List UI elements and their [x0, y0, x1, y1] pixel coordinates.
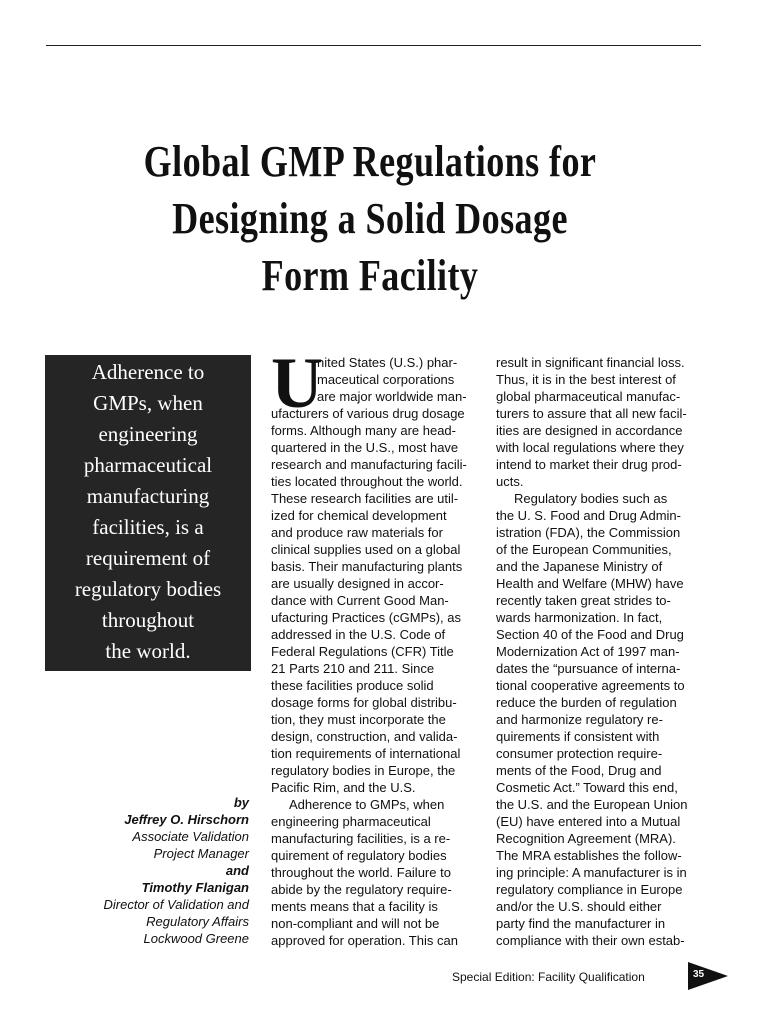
body-line: Health and Welfare (MHW) have: [496, 576, 684, 591]
top-rule: [46, 45, 701, 46]
drop-cap: U: [271, 343, 323, 423]
body-line: reduce the burden of regulation: [496, 695, 677, 710]
body-line: ufacturers of various drug dosage: [271, 406, 465, 421]
body-line: Thus, it is in the best interest of: [496, 372, 676, 387]
title-line: Global GMP Regulations for: [143, 137, 597, 186]
body-line: are usually designed in accor-: [271, 576, 444, 591]
body-line: dance with Current Good Man-: [271, 593, 449, 608]
body-column-2: [496, 354, 701, 949]
pull-quote-line: Adherence to: [91, 360, 205, 384]
pull-quote-line: throughout: [101, 608, 195, 632]
body-line: approved for operation. This can: [271, 933, 458, 948]
title-line: Designing a Solid Dosage: [172, 194, 568, 243]
body-line: clinical supplies used on a global: [271, 542, 461, 557]
body-line: intend to market their drug prod-: [496, 457, 682, 472]
body-line: Modernization Act of 1997 man-: [496, 644, 680, 659]
body-line: ments of the Food, Drug and: [496, 763, 662, 778]
body-line: 21 Parts 210 and 211. Since: [271, 661, 435, 676]
body-line: design, construction, and valida-: [271, 729, 458, 744]
body-line: and/or the U.S. should either: [496, 899, 662, 914]
body-line: throughout the world. Failure to: [271, 865, 451, 880]
body-line: These research facilities are util-: [271, 491, 459, 506]
body-line: regulatory compliance in Europe: [496, 882, 683, 897]
title-line: Form Facility: [261, 251, 479, 300]
body-line: consumer protection require-: [496, 746, 663, 761]
body-line: Pacific Rim, and the U.S.: [271, 780, 416, 795]
pull-quote-line: engineering: [98, 422, 198, 446]
body-line: istration (FDA), the Commission: [496, 525, 681, 540]
body-line: recently taken great strides to-: [496, 593, 671, 608]
body-line: engineering pharmaceutical: [271, 814, 431, 829]
body-line: (EU) have entered into a Mutual: [496, 814, 681, 829]
body-line: the U. S. Food and Drug Admin-: [496, 508, 681, 523]
body-line: ized for chemical development: [271, 508, 447, 523]
author-byline: [60, 794, 249, 947]
article-title: [116, 133, 624, 304]
pull-quote-line: manufacturing: [86, 484, 210, 508]
body-line: Regulatory bodies such as: [514, 491, 668, 506]
body-line: and the Japanese Ministry of: [496, 559, 663, 574]
author-name: Timothy Flanigan: [141, 880, 249, 895]
body-line: of the European Communities,: [496, 542, 672, 557]
body-line: Cosmetic Act.” Toward this end,: [496, 780, 678, 795]
body-line: wards harmonization. In fact,: [496, 610, 663, 625]
body-line: ufacturing Practices (cGMPs), as: [271, 610, 461, 625]
body-line: quartered in the U.S., most have: [271, 440, 459, 455]
body-line: dosage forms for global distribu-: [271, 695, 457, 710]
author-title: Project Manager: [153, 846, 249, 861]
body-line: turers to assure that all new facil-: [496, 406, 687, 421]
body-line: Federal Regulations (CFR) Title: [271, 644, 454, 659]
body-line: the U.S. and the European Union: [496, 797, 688, 812]
body-line: forms. Although many are head-: [271, 423, 456, 438]
body-line: quirements if consistent with: [496, 729, 660, 744]
body-line: result in significant financial loss.: [496, 355, 685, 370]
body-line: with local regulations where they: [496, 440, 684, 455]
pull-quote-line: the world.: [105, 639, 191, 663]
body-line: are major worldwide man-: [317, 389, 467, 404]
page-number: 35: [693, 969, 705, 980]
body-line: research and manufacturing facili-: [271, 457, 467, 472]
byline-by: by: [233, 795, 249, 810]
pull-quote-line: facilities, is a: [92, 515, 204, 539]
author-title: Director of Validation and: [103, 897, 249, 912]
body-line: regulatory bodies in Europe, the: [271, 763, 456, 778]
author-name: Jeffrey O. Hirschorn: [124, 812, 249, 827]
body-line: ties located throughout the world.: [271, 474, 463, 489]
body-line: nited States (U.S.) phar-: [317, 355, 458, 370]
body-line: ing principle: A manufacturer is in: [496, 865, 687, 880]
body-line: Recognition Agreement (MRA).: [496, 831, 676, 846]
author-title: Associate Validation: [132, 829, 249, 844]
body-line: Adherence to GMPs, when: [289, 797, 445, 812]
body-column-1: [271, 343, 476, 949]
body-line: tion, they must incorporate the: [271, 712, 446, 727]
body-line: ucts.: [496, 474, 524, 489]
body-line: Section 40 of the Food and Drug: [496, 627, 684, 642]
footer-publication: Special Edition: Facility Qualification: [452, 970, 645, 984]
byline-and: and: [225, 863, 249, 878]
body-line: quirement of regulatory bodies: [271, 848, 447, 863]
body-line: global pharmaceutical manufac-: [496, 389, 681, 404]
pull-quote-line: pharmaceutical: [83, 453, 213, 477]
pull-quote-line: GMPs, when: [93, 391, 203, 415]
body-line: maceutical corporations: [317, 372, 455, 387]
body-line: compliance with their own estab-: [496, 933, 685, 948]
pull-quote-line: requirement of: [85, 546, 211, 570]
pull-quote-line: regulatory bodies: [74, 577, 222, 601]
body-line: The MRA establishes the follow-: [496, 848, 682, 863]
body-line: ities are designed in accordance: [496, 423, 683, 438]
body-line: abide by the regulatory require-: [271, 882, 452, 897]
author-title: Regulatory Affairs: [146, 914, 249, 929]
body-line: non-compliant and will not be: [271, 916, 440, 931]
body-line: tion requirements of international: [271, 746, 461, 761]
body-line: party find the manufacturer in: [496, 916, 666, 931]
body-line: ments means that a facility is: [271, 899, 438, 914]
body-line: basis. Their manufacturing plants: [271, 559, 463, 574]
body-line: addressed in the U.S. Code of: [271, 627, 446, 642]
body-line: dates the “pursuance of interna-: [496, 661, 681, 676]
body-line: and harmonize regulatory re-: [496, 712, 663, 727]
body-line: these facilities produce solid: [271, 678, 434, 693]
author-company: Lockwood Greene: [143, 931, 249, 946]
pull-quote: [45, 355, 251, 671]
body-line: and produce raw materials for: [271, 525, 443, 540]
body-line: manufacturing facilities, is a re-: [271, 831, 451, 846]
body-line: tional cooperative agreements to: [496, 678, 685, 693]
